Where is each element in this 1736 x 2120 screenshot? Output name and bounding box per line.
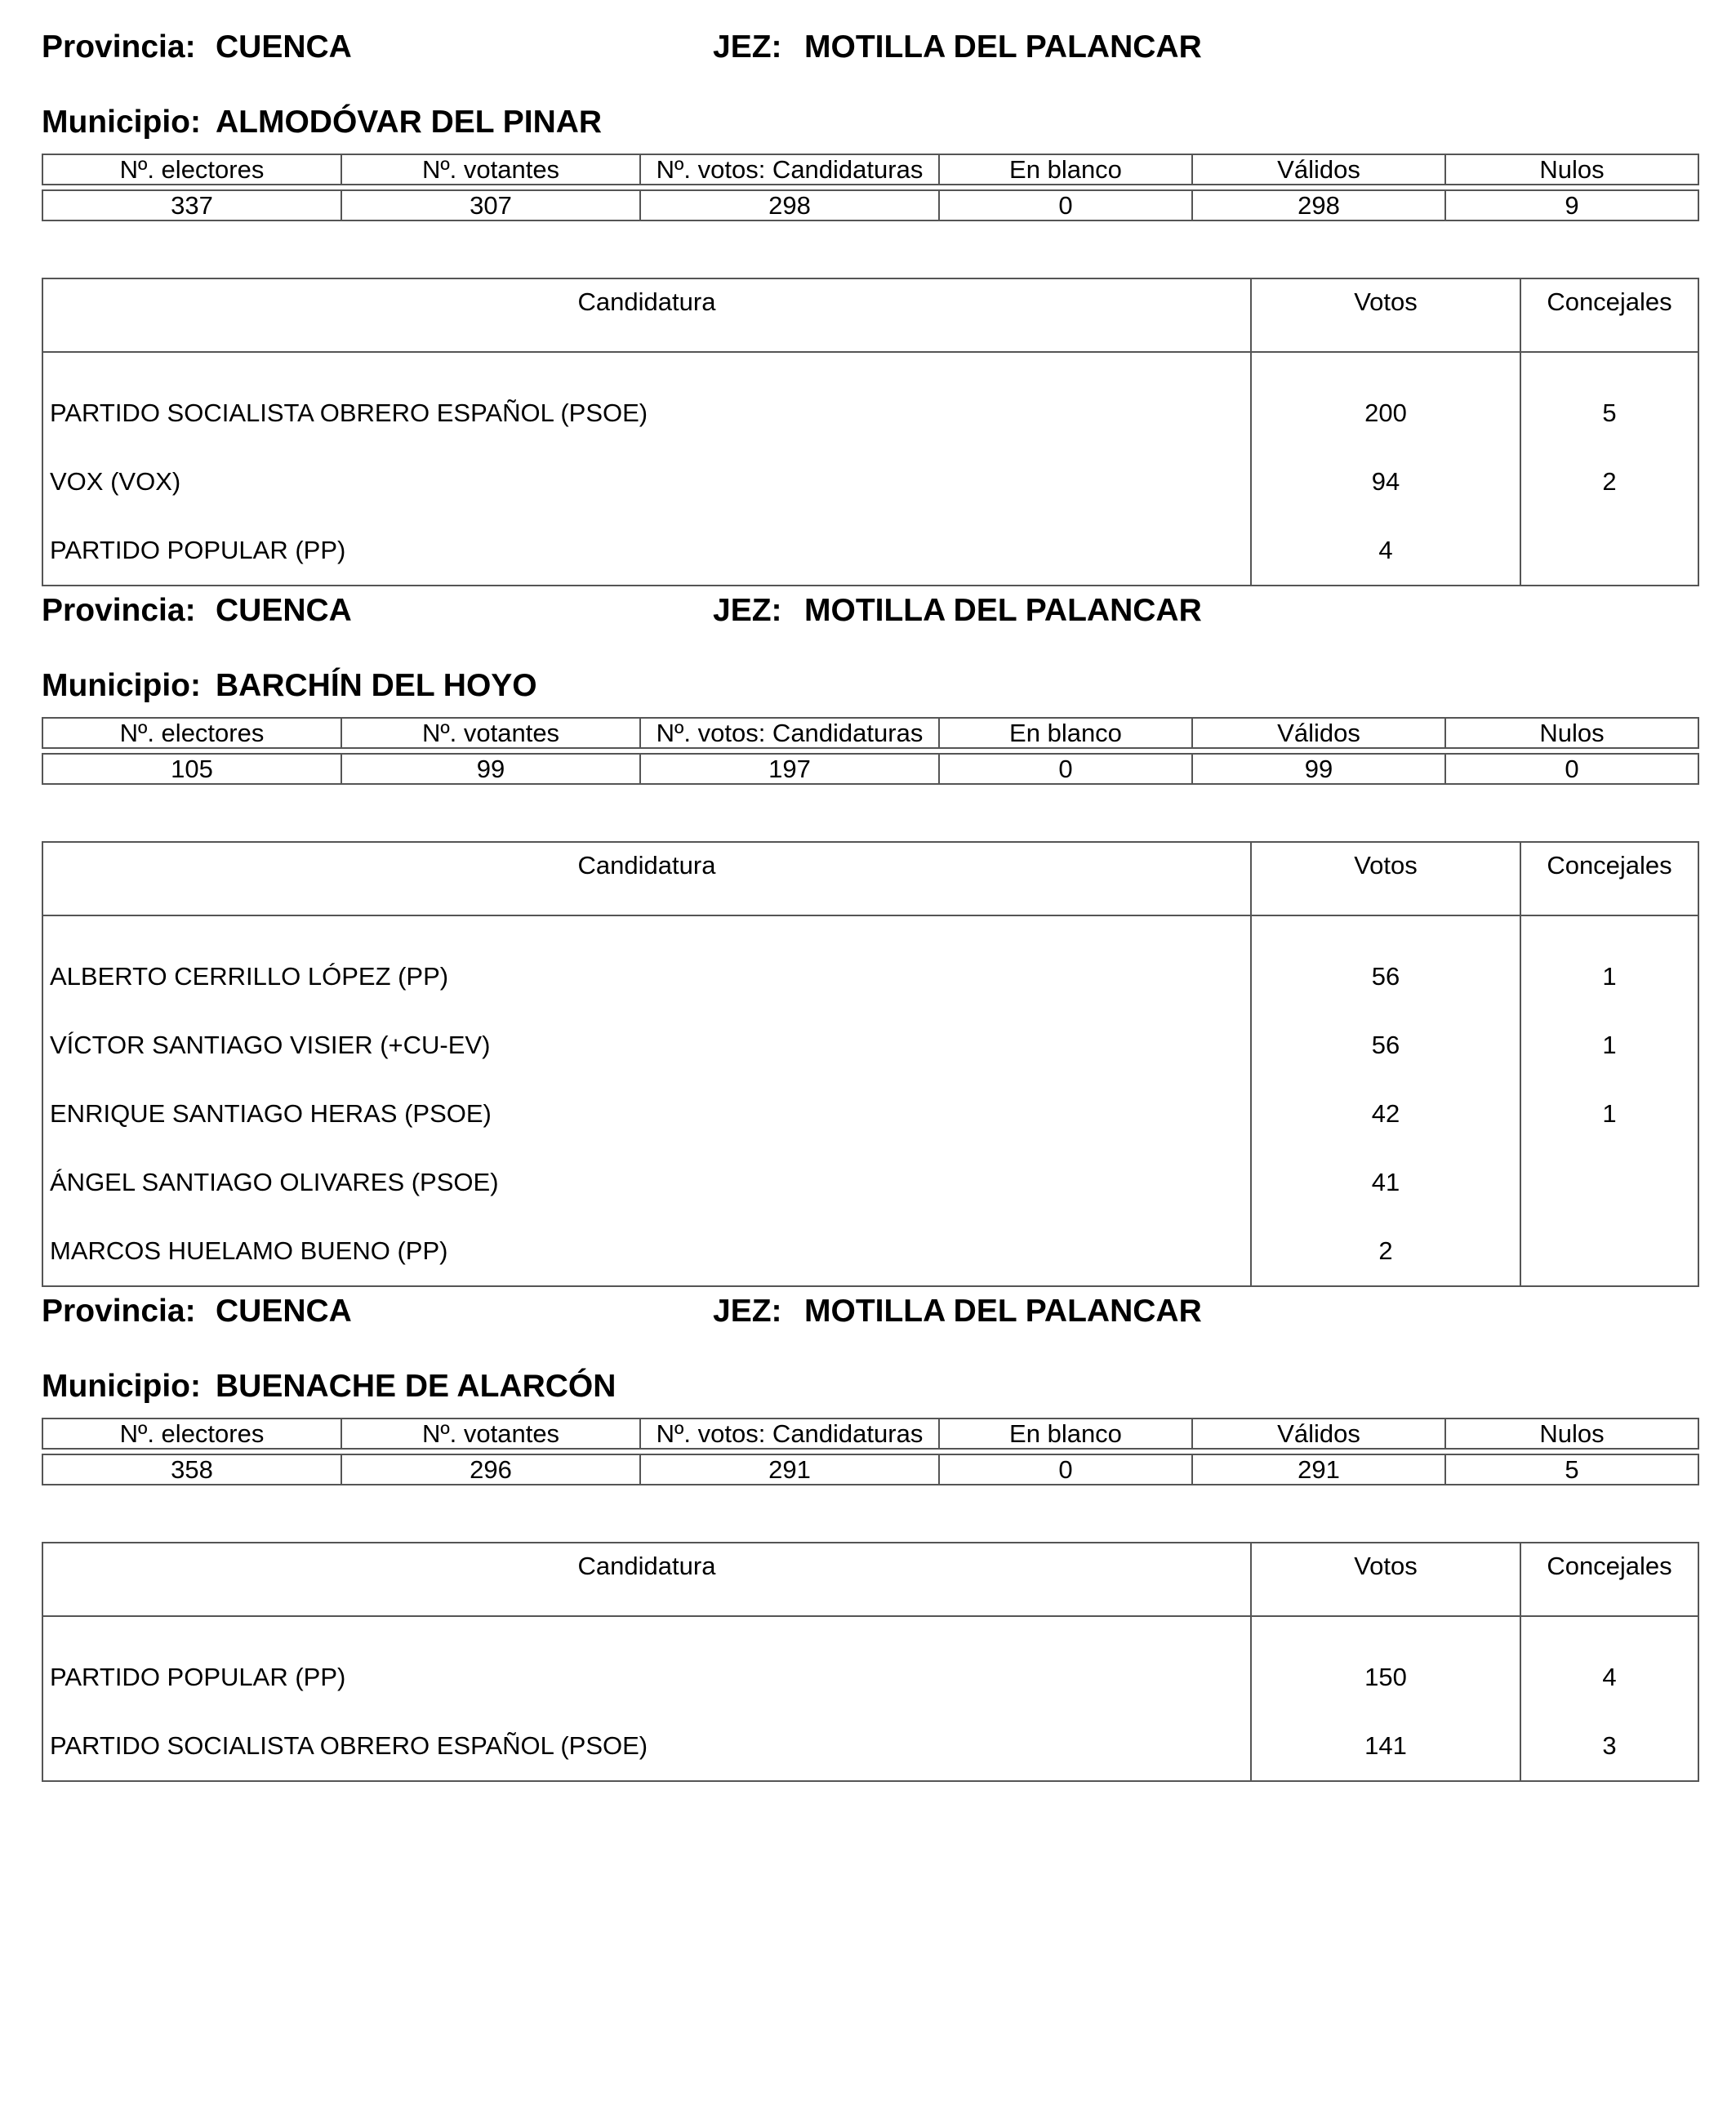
stats-header-row — [42, 718, 1698, 748]
stats-nulos: 5 — [1445, 1454, 1698, 1485]
candidatura-votos: 200 — [1251, 379, 1520, 448]
candidatura-votos: 150 — [1251, 1643, 1520, 1712]
stats-nulos: 9 — [1445, 190, 1698, 220]
municipio-label: Municipio: — [42, 668, 201, 703]
stats-header-nulos: Nulos — [1445, 1419, 1698, 1449]
candidaturas-header-row — [42, 278, 1698, 352]
header-candidatura: Candidatura — [42, 1543, 1251, 1616]
municipio-value: BARCHÍN DEL HOYO — [216, 668, 537, 703]
candidatura-name: ALBERTO CERRILLO LÓPEZ (PP) — [42, 942, 1251, 1011]
stats-table — [42, 717, 1699, 785]
municipio-label: Municipio: — [42, 105, 201, 140]
jez-label: JEZ: — [713, 593, 782, 628]
candidatura-votos: 42 — [1251, 1080, 1520, 1148]
candidatura-votos: 141 — [1251, 1712, 1520, 1781]
candidatura-name: VÍCTOR SANTIAGO VISIER (+CU-EV) — [42, 1011, 1251, 1080]
stats-value-row — [42, 1454, 1698, 1485]
header-votos: Votos — [1251, 842, 1520, 915]
stats-en-blanco: 0 — [939, 1454, 1192, 1485]
provincia-line — [42, 23, 1698, 72]
provincia-line — [42, 586, 1698, 635]
municipio-label: Municipio: — [42, 1369, 201, 1404]
stats-header-validos: Válidos — [1192, 718, 1445, 748]
stats-header-nulos: Nulos — [1445, 718, 1698, 748]
candidatura-concejales: 1 — [1520, 1080, 1698, 1148]
candidatura-concejales: 4 — [1520, 1643, 1698, 1712]
stats-value-row — [42, 190, 1698, 220]
stats-votos-candidaturas: 298 — [640, 190, 939, 220]
candidatura-concejales: 3 — [1520, 1712, 1698, 1781]
candidatura-row — [42, 942, 1698, 1011]
stats-header-votantes: Nº. votantes — [341, 1419, 640, 1449]
stats-header-nulos: Nulos — [1445, 154, 1698, 185]
stats-header-en-blanco: En blanco — [939, 718, 1192, 748]
candidatura-concejales — [1520, 1148, 1698, 1217]
candidatura-concejales: 1 — [1520, 942, 1698, 1011]
header-candidatura: Candidatura — [42, 842, 1251, 915]
candidaturas-header-row — [42, 842, 1698, 915]
candidatura-name: PARTIDO POPULAR (PP) — [42, 516, 1251, 586]
stats-header-en-blanco: En blanco — [939, 1419, 1192, 1449]
jez-value: MOTILLA DEL PALANCAR — [804, 1294, 1202, 1329]
candidatura-concejales — [1520, 1217, 1698, 1286]
stats-en-blanco: 0 — [939, 754, 1192, 784]
jez-value: MOTILLA DEL PALANCAR — [804, 593, 1202, 628]
candidatura-votos: 56 — [1251, 1011, 1520, 1080]
municipio-line — [42, 1362, 1698, 1411]
candidatura-row — [42, 1217, 1698, 1286]
header-concejales: Concejales — [1520, 278, 1698, 352]
candidatura-votos: 41 — [1251, 1148, 1520, 1217]
candidatura-row — [42, 516, 1698, 586]
jez-value: MOTILLA DEL PALANCAR — [804, 29, 1202, 65]
provincia-line — [42, 1287, 1698, 1336]
stats-header-votantes: Nº. votantes — [341, 718, 640, 748]
stats-validos: 291 — [1192, 1454, 1445, 1485]
stats-header-votos-candidaturas: Nº. votos: Candidaturas — [640, 718, 939, 748]
candidatura-row — [42, 1643, 1698, 1712]
candidatura-concejales — [1520, 516, 1698, 586]
header-candidatura: Candidatura — [42, 278, 1251, 352]
stats-votos-candidaturas: 197 — [640, 754, 939, 784]
header-votos: Votos — [1251, 278, 1520, 352]
stats-header-row — [42, 154, 1698, 185]
stats-validos: 99 — [1192, 754, 1445, 784]
header-concejales: Concejales — [1520, 1543, 1698, 1616]
stats-header-votantes: Nº. votantes — [341, 154, 640, 185]
municipio-line — [42, 661, 1698, 710]
stats-value-row — [42, 754, 1698, 784]
header-concejales: Concejales — [1520, 842, 1698, 915]
provincia-label: Provincia: — [42, 1294, 196, 1329]
stats-electores: 105 — [42, 754, 341, 784]
candidaturas-header-row — [42, 1543, 1698, 1616]
stats-header-electores: Nº. electores — [42, 1419, 341, 1449]
stats-header-validos: Válidos — [1192, 1419, 1445, 1449]
provincia-value: CUENCA — [216, 29, 352, 65]
stats-header-electores: Nº. electores — [42, 718, 341, 748]
candidatura-row — [42, 1148, 1698, 1217]
candidaturas-table — [42, 278, 1699, 586]
candidatura-votos: 4 — [1251, 516, 1520, 586]
provincia-value: CUENCA — [216, 1294, 352, 1329]
stats-en-blanco: 0 — [939, 190, 1192, 220]
stats-header-electores: Nº. electores — [42, 154, 341, 185]
candidatura-votos: 2 — [1251, 1217, 1520, 1286]
jez-label: JEZ: — [713, 1294, 782, 1329]
stats-electores: 358 — [42, 1454, 341, 1485]
candidatura-name: PARTIDO SOCIALISTA OBRERO ESPAÑOL (PSOE) — [42, 1712, 1251, 1781]
candidatura-row — [42, 1080, 1698, 1148]
stats-header-validos: Válidos — [1192, 154, 1445, 185]
stats-nulos: 0 — [1445, 754, 1698, 784]
candidatura-name: ÁNGEL SANTIAGO OLIVARES (PSOE) — [42, 1148, 1251, 1217]
candidatura-votos: 56 — [1251, 942, 1520, 1011]
candidatura-name: PARTIDO SOCIALISTA OBRERO ESPAÑOL (PSOE) — [42, 379, 1251, 448]
stats-header-row — [42, 1419, 1698, 1449]
candidatura-row — [42, 448, 1698, 516]
candidaturas-table — [42, 1542, 1699, 1782]
stats-votantes: 307 — [341, 190, 640, 220]
candidatura-row — [42, 379, 1698, 448]
candidatura-name: MARCOS HUELAMO BUENO (PP) — [42, 1217, 1251, 1286]
candidatura-concejales: 5 — [1520, 379, 1698, 448]
candidatura-name: VOX (VOX) — [42, 448, 1251, 516]
stats-votantes: 99 — [341, 754, 640, 784]
stats-validos: 298 — [1192, 190, 1445, 220]
stats-header-votos-candidaturas: Nº. votos: Candidaturas — [640, 1419, 939, 1449]
municipio-value: ALMODÓVAR DEL PINAR — [216, 105, 603, 140]
candidatura-name: PARTIDO POPULAR (PP) — [42, 1643, 1251, 1712]
municipio-value: BUENACHE DE ALARCÓN — [216, 1369, 617, 1404]
stats-header-en-blanco: En blanco — [939, 154, 1192, 185]
header-votos: Votos — [1251, 1543, 1520, 1616]
candidatura-row — [42, 1712, 1698, 1781]
stats-votos-candidaturas: 291 — [640, 1454, 939, 1485]
provincia-value: CUENCA — [216, 593, 352, 628]
stats-header-votos-candidaturas: Nº. votos: Candidaturas — [640, 154, 939, 185]
stats-votantes: 296 — [341, 1454, 640, 1485]
candidatura-concejales: 2 — [1520, 448, 1698, 516]
candidatura-concejales: 1 — [1520, 1011, 1698, 1080]
candidatura-name: ENRIQUE SANTIAGO HERAS (PSOE) — [42, 1080, 1251, 1148]
stats-table — [42, 154, 1699, 221]
stats-table — [42, 1418, 1699, 1485]
candidatura-row — [42, 1011, 1698, 1080]
candidaturas-table — [42, 841, 1699, 1287]
candidatura-votos: 94 — [1251, 448, 1520, 516]
provincia-label: Provincia: — [42, 29, 196, 65]
jez-label: JEZ: — [713, 29, 782, 65]
provincia-label: Provincia: — [42, 593, 196, 628]
municipio-line — [42, 98, 1698, 147]
stats-electores: 337 — [42, 190, 341, 220]
